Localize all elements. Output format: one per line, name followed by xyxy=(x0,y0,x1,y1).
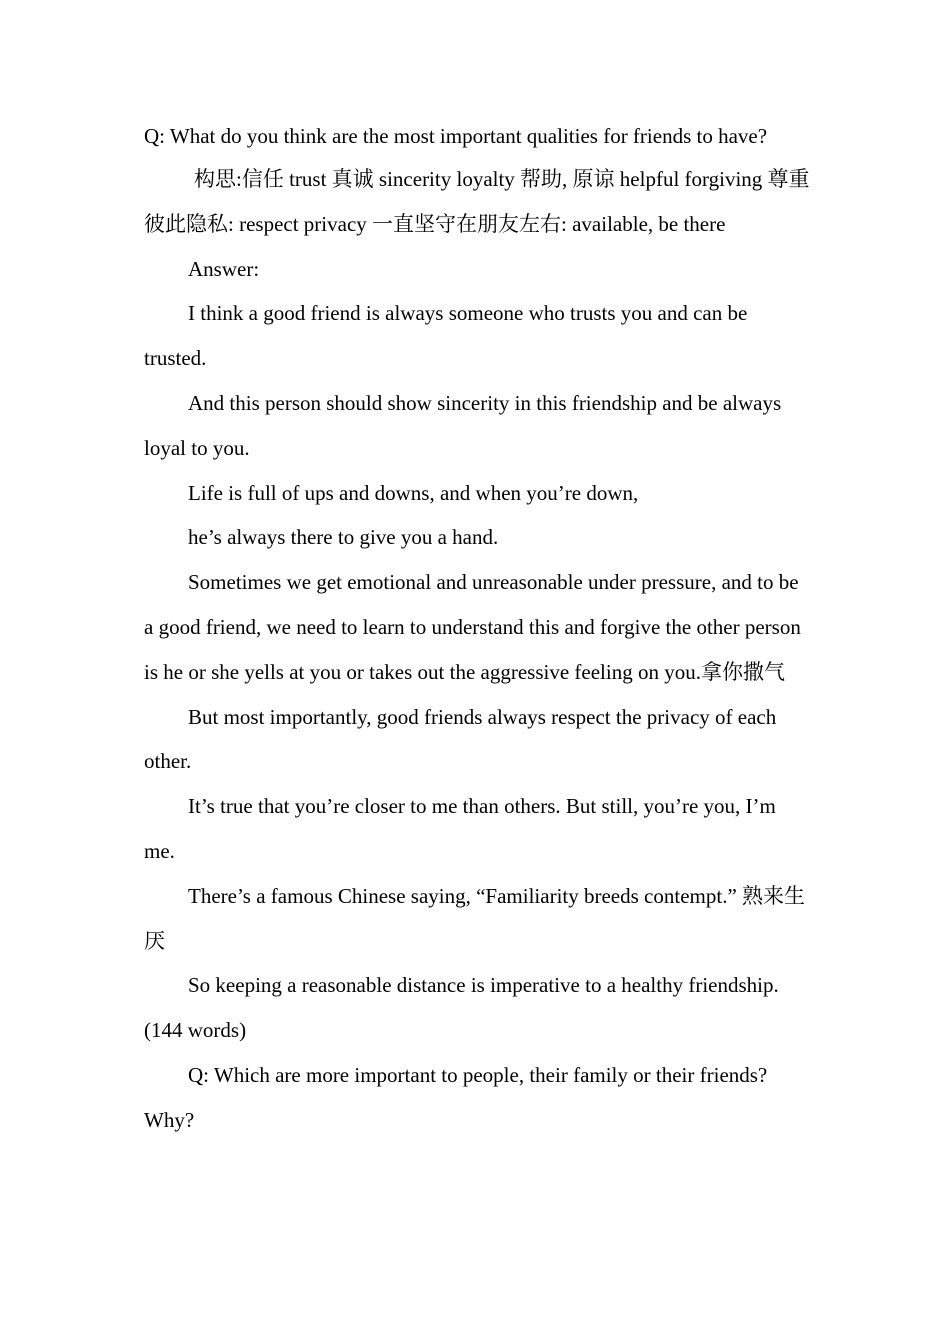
answer-paragraph: So keeping a reasonable distance is imperative to a healthy friendship. (144 words) xyxy=(144,973,779,1043)
idea-paragraph: 构思:信任 trust 真诚 sincerity loyalty 帮助, 原谅 helpful forgiving 尊重彼此隐私: respect privacy 一直坚守在朋友左右: available, be there xyxy=(144,167,810,236)
answer-paragraph: I think a good friend is always someone who trusts you and can be trusted. xyxy=(144,301,748,371)
answer-paragraph: It’s true that you’re closer to me than others. But still, you’re you, I’m me. xyxy=(144,794,776,863)
answer-paragraph: And this person should show sincerity in this friendship and be always loyal to you. xyxy=(144,390,782,460)
answer-paragraph: he’s always there to give you a hand. xyxy=(188,525,499,550)
document-body xyxy=(144,124,810,1143)
answer-paragraph: But most importantly, good friends always respect the privacy of each other. xyxy=(144,704,777,774)
answer-paragraph: There’s a famous Chinese saying, “Familiarity breeds contempt.” 熟来生厌 xyxy=(144,883,806,953)
answer-paragraph: Sometimes we get emotional and unreasonable under pressure, and to be a good friend, we need to learn to understand this and forgive the other person is he or she yells at you or takes out the aggressive feeling on you.拿你撒气 xyxy=(144,570,801,684)
answer-paragraph: Life is full of ups and downs, and when you’re down, xyxy=(188,480,639,505)
answer-label: Answer: xyxy=(188,256,260,281)
next-question: Q: Which are more important to people, their family or their friends? Why? xyxy=(144,1062,768,1132)
question-heading: Q: What do you think are the most important qualities for friends to have? xyxy=(144,124,768,148)
